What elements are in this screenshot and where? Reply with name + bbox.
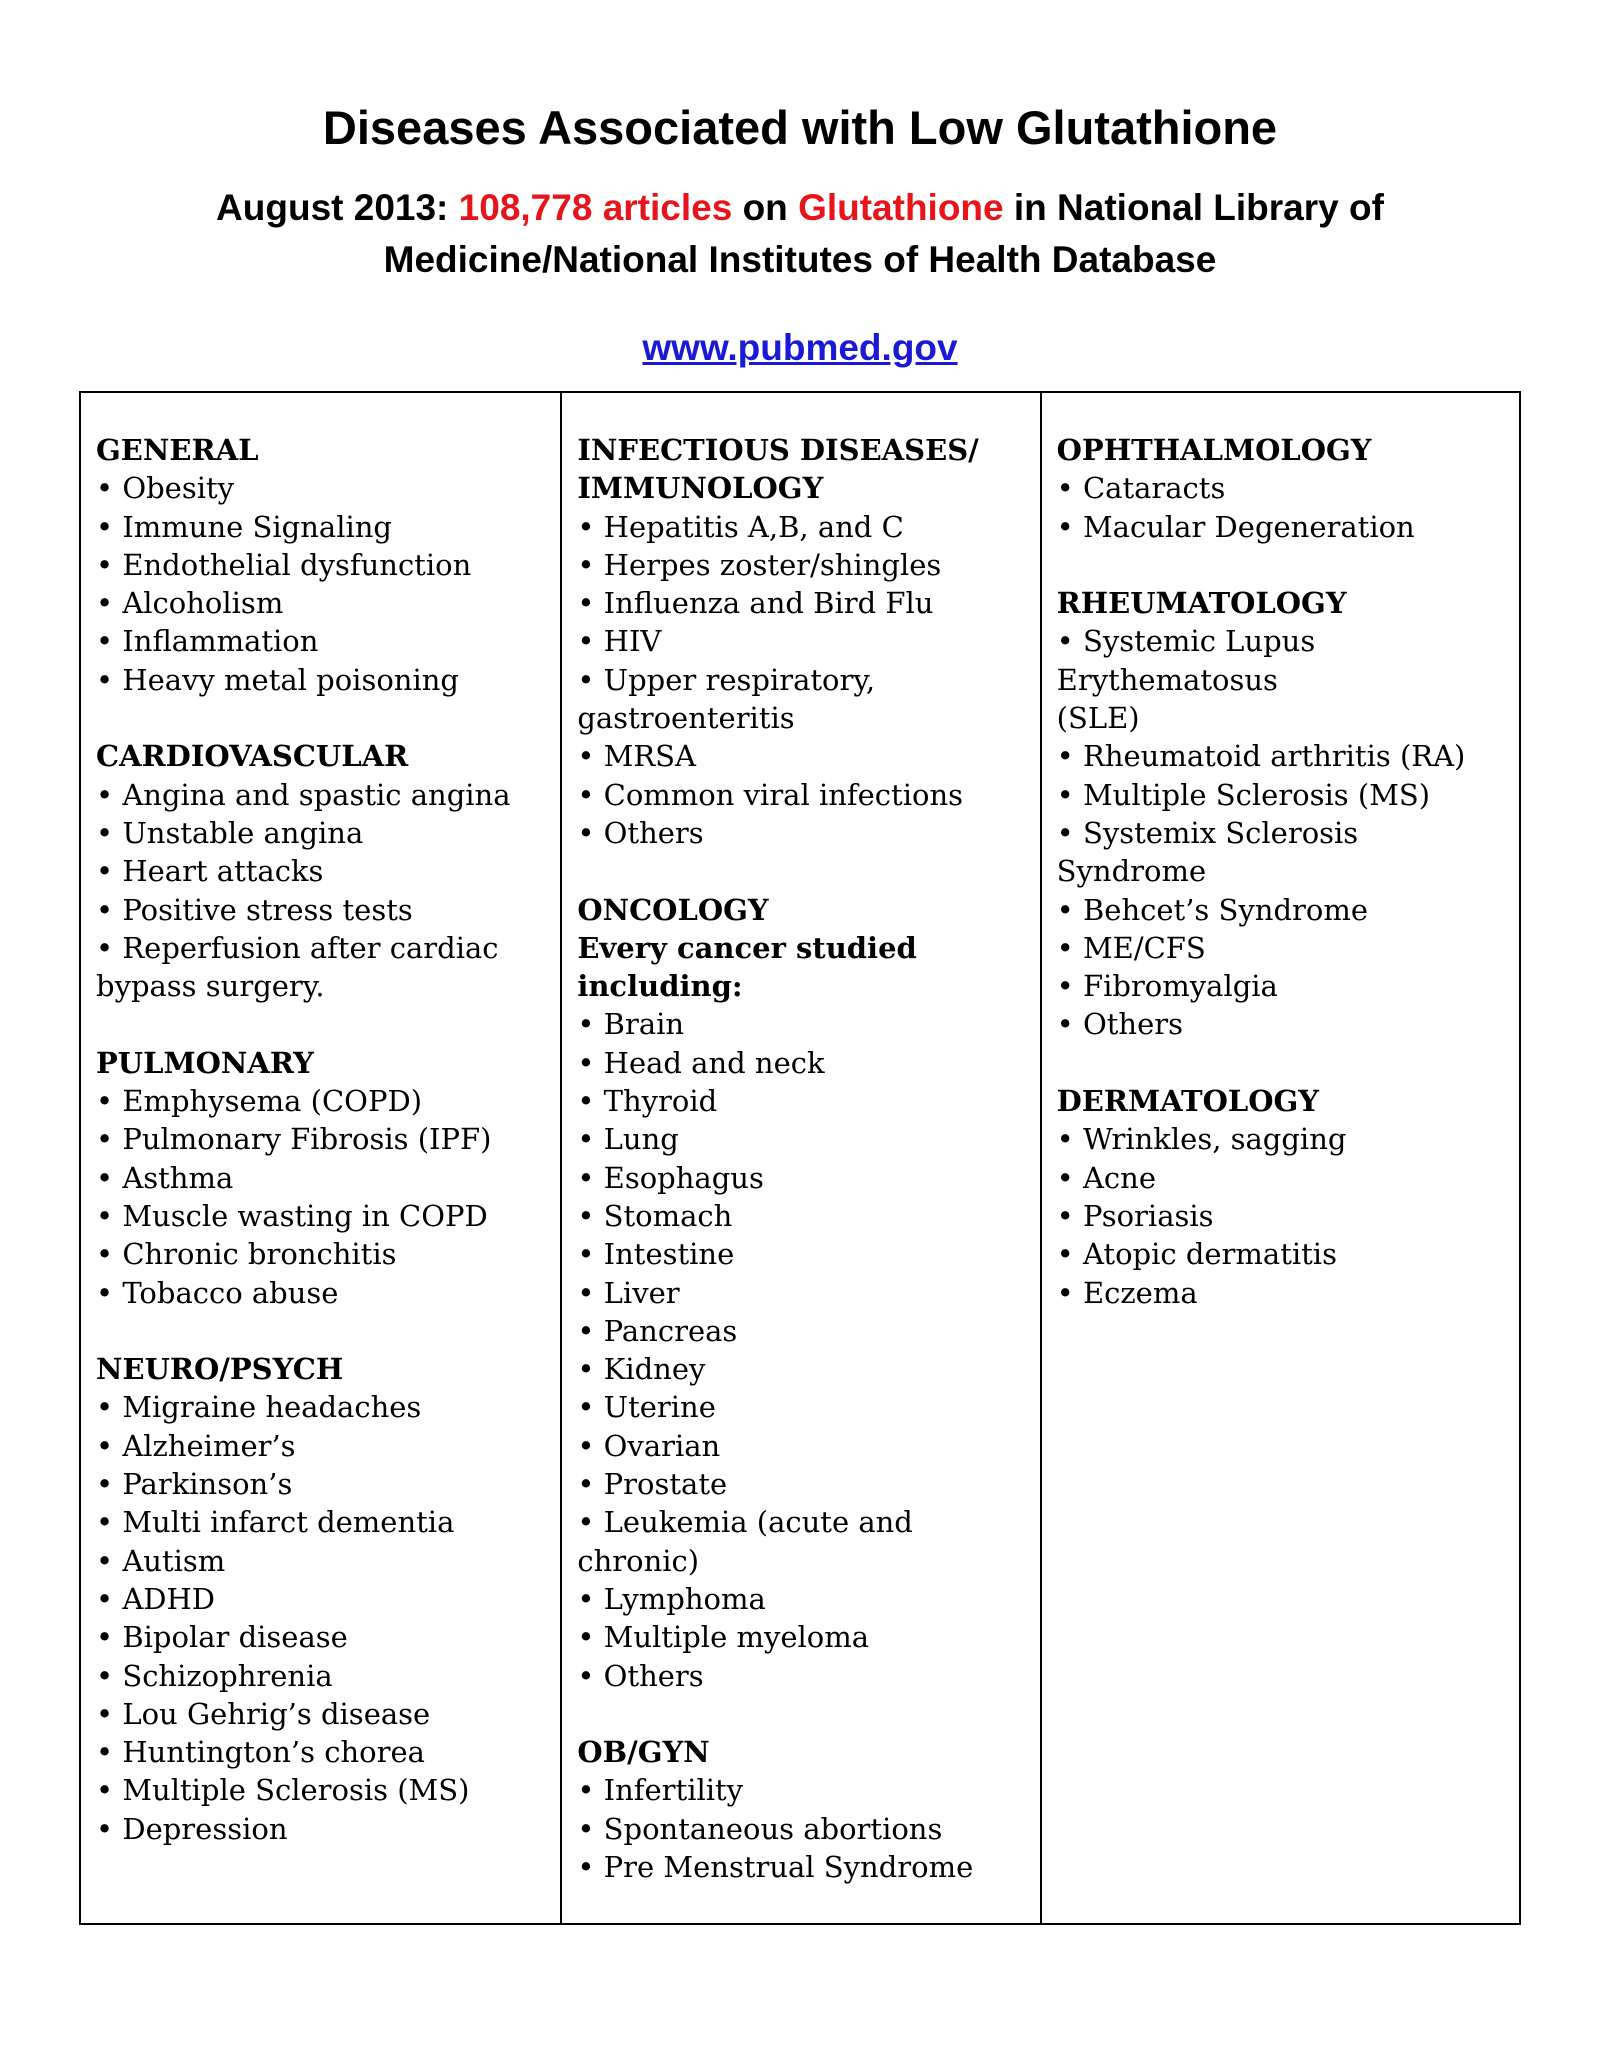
list-item: • Head and neck [577,1044,1039,1082]
list-item: • Fibromyalgia [1057,967,1519,1005]
list-item: • Herpes zoster/shingles [577,546,1039,584]
category-heading: OPHTHALMOLOGY [1056,433,1372,467]
list-item: • Others [1057,1005,1519,1043]
category-section [96,1044,560,1312]
list-item: • Rheumatoid arthritis (RA) [1057,737,1519,775]
list-item: • Heart attacks [96,852,560,890]
list-item: • Uterine [577,1388,1039,1426]
list-item: • ADHD [96,1580,560,1618]
list-item: • Intestine [577,1235,1039,1273]
list-item: • Others [577,814,1039,852]
list-item: • Thyroid [577,1082,1039,1120]
list-item: • ME/CFS [1057,929,1519,967]
list-item: • Others [577,1657,1039,1695]
category-heading: INFECTIOUS DISEASES/ IMMUNOLOGY [577,433,979,506]
list-item: • Pulmonary Fibrosis (IPF) [96,1120,560,1158]
list-item: • Multiple myeloma [577,1618,1039,1656]
list-item: • Autism [96,1542,560,1580]
page-title: Diseases Associated with Low Glutathione [322,101,1278,154]
list-item: • Positive stress tests [96,891,560,929]
category-section [96,431,560,699]
category-section [96,1350,560,1848]
list-item: • Asthma [96,1159,560,1197]
list-item: • Systemix Sclerosis Syndrome [1057,814,1519,891]
list-item: • Atopic dermatitis [1057,1235,1519,1273]
subject-name: Glutathione [798,187,1004,228]
list-item: • Bipolar disease [96,1618,560,1656]
list-item: • Prostate [577,1465,1039,1503]
list-item: • Hepatitis A,B, and C [577,508,1039,546]
list-item: • Upper respiratory, gastroenteritis [577,661,1039,738]
list-item: • Influenza and Bird Flu [577,584,1039,622]
list-item: • Lou Gehrig’s disease [96,1695,560,1733]
list-item: • Leukemia (acute and chronic) [577,1503,1039,1580]
category-heading: RHEUMATOLOGY [1056,586,1347,621]
list-item: • Kidney [577,1350,1039,1388]
list-item: • Behcet’s Syndrome [1057,891,1519,929]
list-item: • Liver [577,1274,1039,1312]
list-item: • Infertility [577,1771,1039,1809]
list-item: • Lymphoma [577,1580,1039,1618]
subtitle [170,182,1430,286]
list-item: • Spontaneous abortions [577,1810,1039,1848]
table-column [1040,393,1519,1923]
list-item: • Acne [1057,1159,1519,1197]
list-item: • Eczema [1057,1274,1519,1312]
subtitle-source: in National Library of Medicine/National Institutes of Health Database [383,187,1384,280]
table-column [81,393,560,1923]
category-section [577,1733,1039,1886]
list-item: • Psoriasis [1057,1197,1519,1235]
category-heading: ONCOLOGY Every cancer studied including: [577,892,917,1004]
list-item: • Pancreas [577,1312,1039,1350]
disease-table [79,391,1521,1925]
list-item: • Multiple Sclerosis (MS) [96,1771,560,1809]
list-item: • Emphysema (COPD) [96,1082,560,1120]
category-heading: DERMATOLOGY [1056,1084,1319,1119]
document-header [0,96,1600,372]
list-item: • Tobacco abuse [96,1274,560,1312]
category-heading: PULMONARY [96,1045,314,1080]
list-item: • Multi infarct dementia [96,1503,560,1541]
category-section [577,891,1039,1695]
list-item: • Endothelial dysfunction [96,546,560,584]
list-item: • Depression [96,1810,560,1848]
list-item: • Macular Degeneration [1057,508,1519,546]
list-item: • Heavy metal poisoning [96,661,560,699]
list-item: • Systemic Lupus Erythematosus (SLE) [1057,622,1519,737]
category-section [96,737,560,1005]
list-item: • Common viral infections [577,776,1039,814]
subtitle-date: August 2013: [216,187,459,228]
list-item: • Pre Menstrual Syndrome [577,1848,1039,1886]
category-section [1057,1082,1519,1312]
category-heading: NEURO/PSYCH [96,1352,344,1387]
list-item: • Migraine headaches [96,1388,560,1426]
category-heading: OB/GYN [577,1735,710,1770]
list-item: • Stomach [577,1197,1039,1235]
list-item: • Wrinkles, sagging [1057,1120,1519,1158]
list-item: • Reperfusion after cardiac bypass surgery. [96,929,560,1006]
category-section [1057,584,1519,1044]
subtitle-connector: on [732,187,799,228]
category-heading: GENERAL [96,433,259,467]
list-item: • Angina and spastic angina [96,776,560,814]
list-item: • Brain [577,1005,1039,1043]
list-item: • Huntington’s chorea [96,1733,560,1771]
list-item: • Alcoholism [96,584,560,622]
list-item: • Unstable angina [96,814,560,852]
list-item: • Inflammation [96,622,560,660]
list-item: • Lung [577,1120,1039,1158]
list-item: • Immune Signaling [96,508,560,546]
list-item: • Multiple Sclerosis (MS) [1057,776,1519,814]
category-heading: CARDIOVASCULAR [96,739,409,774]
pubmed-link[interactable]: www.pubmed.gov [642,327,958,368]
list-item: • Alzheimer’s [96,1427,560,1465]
list-item: • Obesity [96,469,560,507]
list-item: • Cataracts [1057,469,1519,507]
list-item: • HIV [577,622,1039,660]
table-column [560,393,1039,1923]
list-item: • Parkinson’s [96,1465,560,1503]
list-item: • Ovarian [577,1427,1039,1465]
category-section [577,431,1039,852]
list-item: • MRSA [577,737,1039,775]
article-count: 108,778 articles [458,187,733,228]
category-section [1057,431,1519,546]
list-item: • Schizophrenia [96,1657,560,1695]
list-item: • Muscle wasting in COPD [96,1197,560,1235]
list-item: • Esophagus [577,1159,1039,1197]
list-item: • Chronic bronchitis [96,1235,560,1273]
